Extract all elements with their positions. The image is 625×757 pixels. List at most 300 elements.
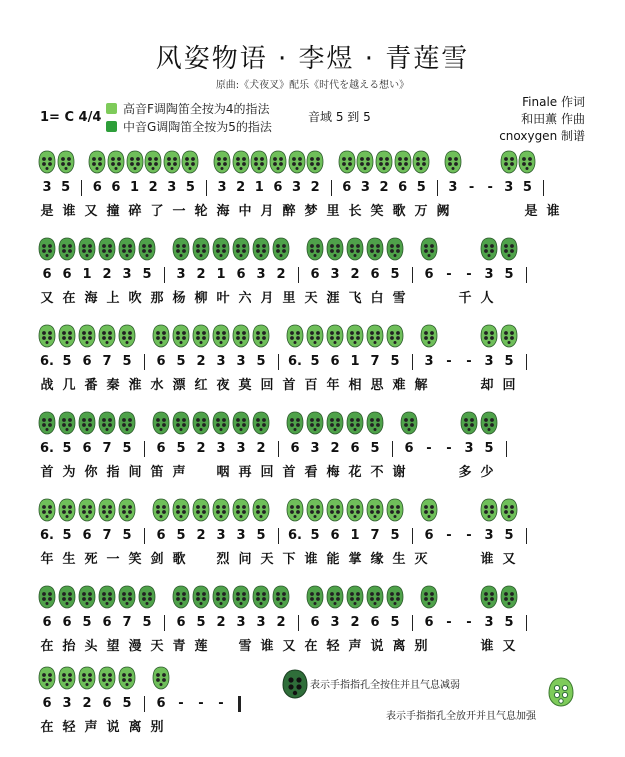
ocarina-fingering-icon [326,585,344,609]
lyric-char: 头 [84,639,98,654]
ocarina-fingering-icon [252,411,270,435]
ocarina-fingering-icon [118,411,136,435]
note: 6 [82,354,92,369]
ocarina-fingering-icon [480,237,498,261]
ocarina-fingering-icon [58,237,76,261]
lyric-char: 少 [480,465,494,480]
lyric-char: 间 [128,465,142,480]
lyric-char: 生 [392,552,406,567]
lyric-char: 杨 [172,291,186,306]
ocarina-fingering-icon [152,324,170,348]
lyric-char: 又 [502,552,516,567]
note: 5 [142,267,152,282]
ocarina-fingering-icon [288,150,306,174]
note: 3 [484,267,494,282]
note: 5 [504,354,514,369]
ocarina-fingering-icon [78,585,96,609]
lyric-char: 雪 [238,639,252,654]
lyric-char: 中 [238,204,252,219]
ocarina-fingering-icon [212,324,230,348]
lyric-char: 离 [128,720,142,735]
note: 5 [370,441,380,456]
lyric-char: 下 [282,552,296,567]
ocarina-fingering-icon [306,324,324,348]
ocarina-fingering-icon [286,411,304,435]
note: 3 [330,267,340,282]
lyric-char: 在 [62,291,76,306]
note: 3 [291,180,302,195]
ocarina-fingering-icon [172,237,190,261]
lyric-char: 又 [282,639,296,654]
lyric-char: 一 [172,204,186,219]
subtitle: 原曲:《犬夜叉》配乐《时代を越える想い》 [215,80,410,91]
lyrics-row [40,548,585,568]
lyric-char: 万 [414,204,428,219]
ocarina-fingering-icon [163,150,181,174]
note: 2 [148,180,158,195]
lyric-char: 在 [304,639,318,654]
lyric-char: 百 [304,378,318,393]
lyric-char: 说 [370,639,384,654]
ocarina-fingering-icon [338,150,356,174]
lyric-char: 笛 [150,465,164,480]
note: 3 [256,615,266,630]
lyric-char: 莲 [194,639,208,654]
lyric-char: 剑 [150,552,164,567]
lyric-char: 醉 [282,204,296,219]
ocarina-fingering-icon [38,498,56,522]
ocarina-fingering-icon [375,150,393,174]
note: 5 [142,615,152,630]
lyric-char: 战 [40,378,54,393]
note: 5 [390,267,400,282]
ocarina-fingering-icon [213,150,231,174]
lyric-char: 几 [62,378,76,393]
note: 3 [42,180,52,195]
ocarina-fingering-icon [252,324,270,348]
note: 2 [196,267,206,282]
lyric-char: 千 [458,291,472,306]
note: 1 [350,354,360,369]
lyric-char: 轮 [194,204,208,219]
ocarina-fingering-icon [286,498,304,522]
range-text: 音域 5 到 5 [308,110,371,124]
notation-row [40,615,585,635]
ocarina-fingering-icon [412,150,430,174]
note: 6 [156,441,166,456]
ocarina-fingering-icon [250,150,268,174]
note: 3 [330,615,340,630]
note: 2 [82,696,92,711]
ocarina-fingering-icon [232,237,250,261]
lyric-char: 望 [106,639,120,654]
note: 7 [370,354,380,369]
bar-line [278,354,279,370]
lyric-char: 轻 [62,720,76,735]
ocarina-fingering-icon [98,237,116,261]
ocarina-fingering-icon [98,498,116,522]
note: - [466,354,472,369]
lyric-char: 长 [348,204,362,219]
lyric-char: 梦 [304,204,318,219]
note: 6 [62,267,72,282]
note: 3 [448,180,458,195]
bar-line [506,441,507,457]
note: 2 [256,441,266,456]
note: - [218,696,224,711]
ocarina-fingering-icon [181,150,199,174]
credit-arranger: cnoxygen 制谱 [499,129,585,143]
notation-row [40,180,585,200]
note: 6 [330,354,340,369]
lyric-char: 灭 [414,552,428,567]
ocarina-fingering-icon [118,324,136,348]
lyric-char: 首 [282,465,296,480]
ocarina-fingering-icon [192,237,210,261]
note: 1 [350,528,360,543]
ocarina-fingering-icon [172,498,190,522]
ocarina-fingering-icon [57,150,75,174]
note: - [446,615,452,630]
legend-mid-text: 中音G调陶笛全按为5的指法 [123,120,272,134]
ocarina-fingering-icon [366,498,384,522]
note: 5 [416,180,426,195]
note: 2 [330,441,340,456]
credit-music: 和田薫 作曲 [521,112,585,126]
ocarina-fingering-icon [232,411,250,435]
note: 5 [504,528,514,543]
note: 6 [42,696,52,711]
note: 5 [122,354,132,369]
note: 6. [40,528,54,543]
ocarina-fingering-icon [98,411,116,435]
note: 5 [122,441,132,456]
ocarina-fingering-icon [38,411,56,435]
note: 6 [82,441,92,456]
lyric-char: 又 [40,291,54,306]
lyric-char: 声 [348,639,362,654]
note: 3 [167,180,177,195]
ocarina-fingering-icon [232,324,250,348]
score-system [40,411,585,491]
note: 2 [196,354,206,369]
lyric-char: 谁 [546,204,560,219]
ocarina-fingering-icon [346,237,364,261]
ocarina-row [40,150,585,176]
lyric-char: 掌 [348,552,362,567]
ocarina-fingering-icon [400,411,418,435]
ocarina-fingering-icon [500,324,518,348]
note: 6 [350,441,360,456]
ocarina-row [40,498,585,524]
ocarina-fingering-icon [38,237,56,261]
note: 6 [424,528,434,543]
ocarina-fingering-icon [78,411,96,435]
lyrics-row [40,200,585,220]
note: 1 [129,180,140,195]
ocarina-fingering-icon [152,411,170,435]
note: 6 [398,180,408,195]
ocarina-fingering-icon [366,237,384,261]
ocarina-fingering-icon [252,498,270,522]
bar-line [437,180,438,196]
ocarina-fingering-icon [386,324,404,348]
ocarina-fingering-icon [272,237,290,261]
bar-line [526,528,527,544]
note: 5 [122,696,132,711]
score-system [40,585,585,665]
lyric-char: 海 [84,291,98,306]
ocarina-fingering-icon [98,324,116,348]
ocarina-fingering-icon [78,237,96,261]
lyric-char: 天 [260,552,274,567]
ocarina-fingering-icon [126,150,144,174]
note: 5 [61,180,71,195]
ocarina-fingering-icon [192,498,210,522]
note: 2 [379,180,389,195]
lyric-char: 又 [84,204,98,219]
note: 3 [216,528,226,543]
lyric-char: 天 [304,291,318,306]
note: 6 [424,267,434,282]
lyric-char: 多 [458,465,472,480]
ocarina-fingering-icon [346,498,364,522]
note: 2 [216,615,226,630]
bar-line [412,267,413,283]
lyric-char: 一 [106,552,120,567]
lyric-char: 首 [40,465,54,480]
note: 6 [42,615,52,630]
lyric-char: 轻 [326,639,340,654]
lyric-char: 夜 [216,378,230,393]
ocarina-fingering-icon [192,411,210,435]
ocarina-fingering-icon [58,666,76,690]
ocarina-fingering-icon [212,585,230,609]
ocarina-fingering-icon [78,498,96,522]
note: 6 [156,528,166,543]
lyric-char: 月 [260,291,274,306]
ocarina-fingering-icon [326,237,344,261]
lyric-char: 离 [392,639,406,654]
ocarina-fingering-icon [272,585,290,609]
note: 3 [236,615,246,630]
ocarina-fingering-icon [58,585,76,609]
ocarina-fingering-icon [107,150,125,174]
lyric-char: 了 [150,204,164,219]
note: 3 [236,441,246,456]
ocarina-fingering-icon [480,585,498,609]
ocarina-fingering-icon [306,237,324,261]
lyric-char: 飞 [348,291,362,306]
ocarina-fingering-icon [326,498,344,522]
note: 5 [390,528,400,543]
note: 3 [176,267,186,282]
bar-line [278,441,279,457]
note: - [446,528,452,543]
note: 7 [102,354,112,369]
note: 6 [290,441,300,456]
lyric-char: 漫 [128,639,142,654]
note: 5 [62,528,72,543]
ocarina-fingering-icon [500,585,518,609]
lyric-char: 回 [260,465,274,480]
ocarina-fingering-icon [286,324,304,348]
ocarina-fingering-icon [420,324,438,348]
lyric-char: 那 [150,291,164,306]
note: 5 [256,354,266,369]
score-system [40,237,585,317]
note: 6 [330,528,340,543]
note: 5 [310,528,320,543]
ocarina-fingering-icon [58,498,76,522]
lyric-char: 抬 [62,639,76,654]
note: 7 [102,441,112,456]
note: 3 [216,441,226,456]
lyrics-row [40,461,585,481]
ocarina-fingering-icon [366,324,384,348]
note: 5 [122,528,132,543]
lyric-char: 声 [84,720,98,735]
ocarina-fingering-icon [192,324,210,348]
lyric-char: 笑 [370,204,384,219]
lyric-char: 撞 [106,204,120,219]
ocarina-fingering-icon [98,666,116,690]
note: - [468,180,475,195]
bar-line [164,615,165,631]
note: 6. [288,528,302,543]
ocarina-fingering-icon [152,498,170,522]
note: 6 [92,180,102,195]
bar-line [144,528,145,544]
note: 6. [40,354,54,369]
note: 5 [176,441,186,456]
lyric-char: 烈 [216,552,230,567]
note: 2 [102,267,112,282]
ocarina-fingering-icon [306,585,324,609]
lyric-char: 歌 [392,204,406,219]
ocarina-fingering-icon [172,411,190,435]
note: - [446,267,452,282]
note: 2 [236,180,246,195]
note: 2 [196,441,206,456]
bar-line [526,354,527,370]
note: - [466,528,472,543]
ocarina-fingering-icon [232,585,250,609]
note: 3 [122,267,132,282]
note: 7 [370,528,380,543]
ocarina-fingering-icon [386,237,404,261]
lyrics-row [40,635,585,655]
note: 2 [196,528,206,543]
lyric-char: 月 [260,204,274,219]
lyric-char: 缘 [370,552,384,567]
ocarina-row [40,324,585,350]
lyric-char: 你 [84,465,98,480]
lyric-char: 年 [326,378,340,393]
lyric-char: 相 [348,378,362,393]
ocarina-fingering-icon [500,237,518,261]
lyric-char: 阙 [436,204,450,219]
ocarina-fingering-icon [480,411,498,435]
lyric-char: 莫 [238,378,252,393]
open-ocarina-icon [548,676,574,708]
lyric-char: 思 [370,378,384,393]
note: 6 [176,615,186,630]
bar-line [238,696,241,712]
note: 2 [276,267,286,282]
lyrics-row [40,287,585,307]
bar-line [412,615,413,631]
bar-line [81,180,82,196]
note: - [178,696,184,711]
score-system [40,324,585,404]
note: - [466,615,472,630]
lyric-char: 谁 [304,552,318,567]
ocarina-fingering-icon [172,585,190,609]
lyric-char: 是 [524,204,538,219]
bar-line [412,528,413,544]
note: 2 [276,615,286,630]
note: 6 [156,354,166,369]
lyric-char: 番 [84,378,98,393]
note: 5 [82,615,92,630]
lyric-char: 别 [414,639,428,654]
notation-row [40,528,585,548]
credit-lyrics: Finale 作词 [522,95,585,109]
note: 3 [360,180,370,195]
lyric-char: 谁 [480,552,494,567]
lyric-char: 雪 [392,291,406,306]
note: 5 [504,615,514,630]
note: 3 [236,354,246,369]
note: 6 [102,696,112,711]
ocarina-fingering-icon [38,324,56,348]
note: 3 [484,615,494,630]
ocarina-fingering-icon [326,411,344,435]
legend-high [106,100,270,117]
lyric-char: 是 [40,204,54,219]
ocarina-fingering-icon [394,150,412,174]
note: 5 [62,354,72,369]
note: 3 [217,180,227,195]
lyric-char: 说 [106,720,120,735]
note: 5 [390,354,400,369]
lyric-char: 解 [414,378,428,393]
notation-row [40,267,585,287]
lyric-char: 梅 [326,465,340,480]
ocarina-row [40,585,585,611]
note: 1 [82,267,92,282]
note: 6 [370,615,380,630]
high-color-swatch [106,103,117,114]
lyric-char: 又 [502,639,516,654]
note: - [487,180,493,195]
note: 3 [484,354,494,369]
ocarina-fingering-icon [212,411,230,435]
ocarina-fingering-icon [420,237,438,261]
bar-line [543,180,544,196]
ocarina-fingering-icon [58,411,76,435]
ocarina-fingering-icon [480,498,498,522]
closed-ocarina-icon [282,668,308,700]
ocarina-fingering-icon [144,150,162,174]
bar-line [144,354,145,370]
note: 6 [62,615,72,630]
ocarina-fingering-icon [326,324,344,348]
note: 7 [102,528,112,543]
lyric-char: 在 [40,639,54,654]
ocarina-fingering-icon [38,666,56,690]
